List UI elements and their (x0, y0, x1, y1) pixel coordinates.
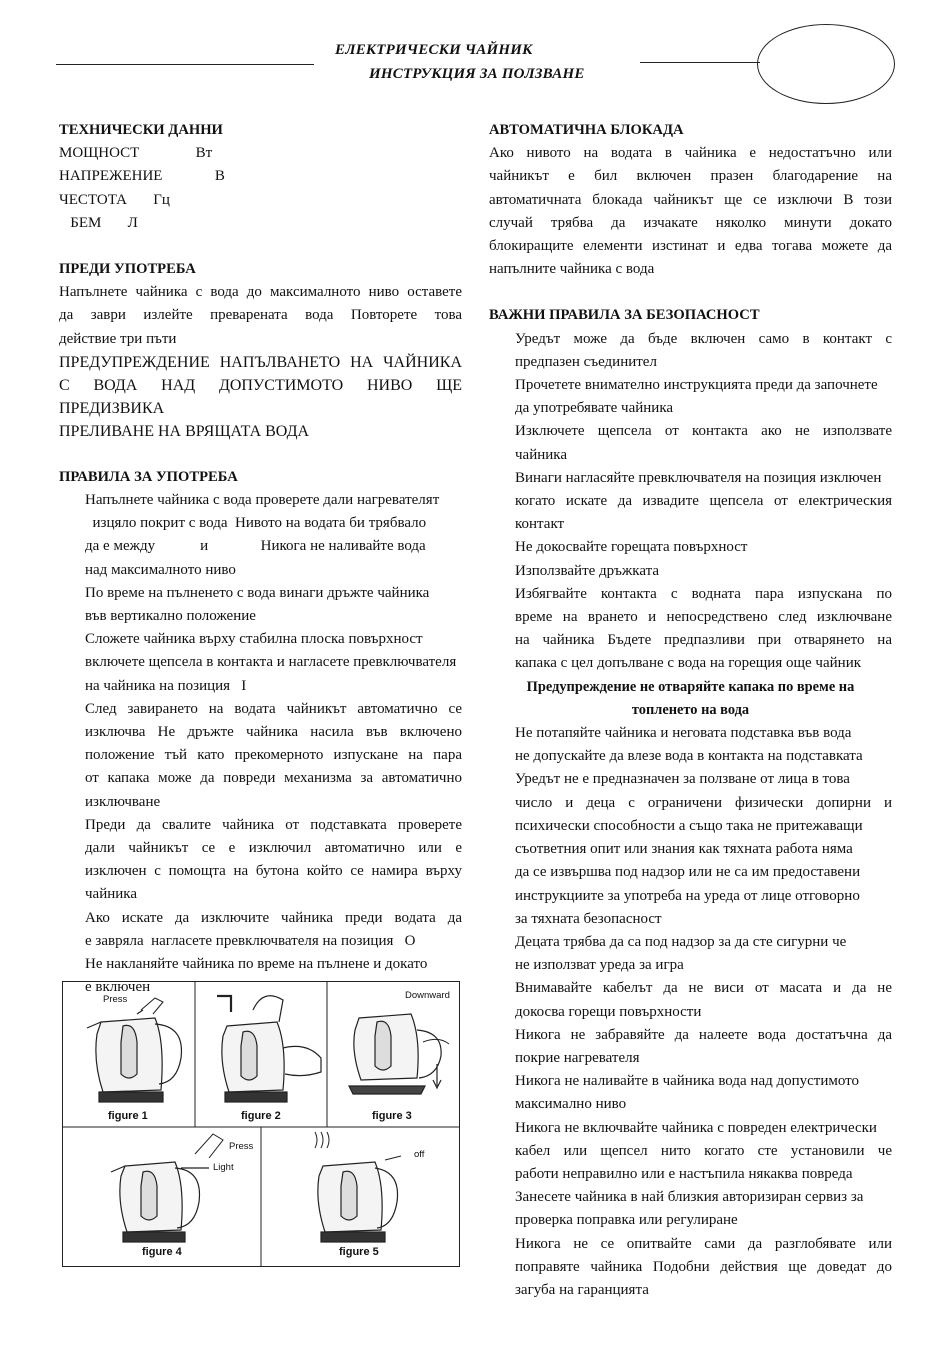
safety-line: чайника (515, 446, 568, 463)
safety-line: инструкциите за употреба на уреда от лице отговорно (515, 887, 860, 904)
before-warning: С ВОДА НАД ДОПУСТИМОТО НИВО ЩЕ ПРЕДИЗВИКА (59, 376, 462, 417)
safety-line: Внимавайте кабелът да не виси от масата и да не (515, 980, 892, 997)
safety-line: да се извършва под надзор или не са им предоставени (515, 864, 861, 881)
safety-line: не допускайте да влезе вода в контакта на подставката (515, 748, 863, 765)
document-subtitle: ИНСТРУКЦИЯ ЗА ПОЛЗВАНЕ (369, 66, 585, 82)
left-column (59, 119, 462, 1000)
kettle-figure-4 (111, 1134, 223, 1242)
document-title: ЕЛЕКТРИЧЕСКИ ЧАЙНИК (335, 42, 533, 58)
safety-line: Занесете чайника в най близкия авторизиран сервиз за (515, 1189, 864, 1206)
safety-line: загуба на гаранцията (515, 1281, 649, 1298)
rules-line: във вертикално положение (85, 608, 256, 625)
rules-line: По време на пълненето с вода винаги дръжте чайника (85, 584, 430, 601)
light-label: Light (213, 1162, 234, 1173)
rules-line: на чайника на позиция I (85, 677, 247, 694)
tech-frequency: ЧЕСТОТА Гц (59, 191, 170, 208)
safety-line: контакт (515, 516, 565, 533)
rules-line: изключване (85, 793, 161, 810)
figure-5-caption: figure 5 (339, 1246, 379, 1258)
safety-line: Използвайте дръжката (515, 562, 660, 579)
kettle-figure-3 (349, 1014, 449, 1094)
safety-line: кабел или щепсел нито когато сте установили че (515, 1142, 892, 1159)
figure-4-caption: figure 4 (142, 1246, 182, 1258)
safety-line: Уредът може да бъде включен само в контакт с (515, 330, 892, 347)
figure-1-caption: figure 1 (108, 1110, 148, 1122)
header-rule-left (56, 64, 314, 65)
safety-line: за тяхната безопасност (515, 910, 662, 927)
safety-line: максимално ниво (515, 1096, 627, 1113)
header-rule-right (640, 62, 760, 63)
rules-line: над максималното ниво (85, 561, 236, 578)
safety-line: Изключете щепсела от контакта ако не използвате (515, 423, 892, 440)
safety-line: число и деца с ограничени физически допирни и (515, 794, 892, 811)
tech-volume: БЕМ Л (59, 214, 138, 231)
autolock-line: блокиращите елементи изстинат и едва тогава можете да (489, 238, 892, 255)
rules-line: Напълнете чайника с вода проверете дали нагревателят (85, 492, 440, 509)
figures-drawing (63, 982, 459, 1266)
safety-line: Никога не наливайте в чайника вода над допустимото (515, 1073, 860, 1090)
safety-line: работи неправилно или е настъпила някаква повреда (515, 1165, 853, 1182)
before-line: Напълнете чайника с вода до максималното ниво оставете (59, 284, 462, 301)
kettle-figure-1 (87, 998, 181, 1102)
safety-line: когато искате да извадите щепсела от електрическия (515, 493, 892, 510)
safety-line: покрие нагревателя (515, 1049, 640, 1066)
safety-line: Децата трябва да са под надзор за да сте сигурни че (515, 933, 847, 950)
rules-line: е включен (85, 979, 151, 996)
safety-line: Никога не забравяйте да налеете вода достатъчна да (515, 1026, 892, 1043)
rules-line: Не накланяйте чайника по време на пълнене и докато (85, 956, 428, 973)
figure-2-caption: figure 2 (241, 1110, 281, 1122)
off-label: off (414, 1149, 425, 1160)
safety-line: Никога не включвайте чайника с повреден електрически (515, 1119, 877, 1136)
rules-line: Сложете чайника върху стабилна плоска повърхност (85, 631, 423, 648)
kettle-figure-2 (217, 996, 321, 1102)
downward-label: Downward (405, 990, 450, 1001)
figure-3-caption: figure 3 (372, 1110, 412, 1122)
before-line: да заври излейте преварената вода Повторете това (59, 307, 462, 324)
rules-line: включете щепсела в контакта и нагласете превключвателя (85, 654, 457, 671)
rules-line: дали чайникът се е изключил автоматично или е (85, 840, 462, 857)
safety-line: време на врането и непосредствено след изключване (515, 609, 892, 626)
autolock-line: случай трябва да изчакате няколко минути докато (489, 214, 892, 231)
safety-line: Никога не се опитвайте сами да разглобявате или (515, 1235, 892, 1252)
rules-line: положение тъй като прекомерното изпускане на пара (85, 747, 462, 764)
safety-warning: топленето на вода (631, 701, 750, 718)
safety-line: проверка поправка или регулиране (515, 1212, 738, 1229)
before-warning: ПРЕЛИВАНЕ НА ВРЯЩАТА ВОДА (59, 422, 310, 440)
autolock-line: напълните чайника с вода (489, 261, 655, 278)
safety-heading: ВАЖНИ ПРАВИЛА ЗА БЕЗОПАСНОСТ (489, 307, 760, 324)
safety-line: съответния опит или знания как тяхната работа няма (515, 841, 853, 858)
safety-line: Уредът не е предназначен за ползване от лица в това (515, 771, 850, 788)
rules-line: чайника (85, 886, 138, 903)
safety-line: психически способности а също така не притежаващи (515, 817, 863, 834)
safety-line: Не потапяйте чайника и неговата подставка във вода (515, 725, 852, 742)
tech-power: МОЩНОСТ Вт (59, 145, 213, 162)
rules-line: от капака може да повреди механизма за автоматично (85, 770, 462, 787)
right-column (489, 119, 892, 1302)
safety-line: поправяте чайника Подобни действия ще доведат до (515, 1258, 892, 1275)
safety-line: Не докосвайте горещата повърхност (515, 539, 748, 556)
autolock-line: чайникът е бил включен празен благодарение на (489, 168, 892, 185)
safety-line: капака с цел допълване с вода на горещия още чайник (515, 655, 862, 672)
kettle-figure-5 (315, 1132, 401, 1242)
autolock-line: Ако нивото на водата в чайника е недостатъчно или (489, 145, 892, 162)
press-label-fig1: Press (103, 994, 128, 1005)
rules-line: Ако искате да изключите чайника преди водата да (85, 909, 462, 926)
rules-line: изключва Не дръжте чайника насила във включено (85, 724, 462, 741)
before-heading: ПРЕДИ УПОТРЕБА (59, 261, 196, 278)
rules-heading: ПРАВИЛА ЗА УПОТРЕБА (59, 468, 238, 485)
rules-line: Преди да свалите чайника от подставката проверете (85, 816, 462, 833)
safety-line: Избягвайте контакта с водната пара изпускана по (515, 585, 892, 602)
tech-heading: ТЕХНИЧЕСКИ ДАННИ (59, 122, 223, 138)
rules-line: След завирането на водата чайникът автоматично се (85, 700, 462, 717)
rules-line: е завряла нагласете превключвателя на позиция О (85, 932, 416, 949)
press-label-fig4: Press (229, 1141, 254, 1152)
autolock-heading: АВТОМАТИЧНА БЛОКАДА (489, 122, 684, 138)
safety-line: Винаги нагласяйте превключвателя на позиция изключен (515, 469, 882, 486)
safety-line: предпазен съединител (515, 353, 657, 370)
figures-panel (62, 981, 460, 1267)
safety-line: докосва горещи повърхности (515, 1003, 702, 1020)
tech-voltage: НАПРЕЖЕНИЕ В (59, 168, 225, 185)
before-line: действие три пъти (59, 330, 177, 347)
safety-line: да употребявате чайника (515, 400, 674, 417)
safety-line: на чайника Бъдете предпазливи при отварянето на (515, 632, 892, 649)
rules-line: да е между и Никога не наливайте вода (85, 538, 426, 555)
before-warning: ПРЕДУПРЕЖДЕНИЕ НАПЪЛВАНЕТО НА ЧАЙНИКА (59, 353, 462, 371)
rules-line: изключен с помощта на бутона който се намира върху (85, 863, 462, 880)
safety-warning: Предупреждение не отваряйте капака по време на (526, 678, 855, 695)
logo-oval (757, 24, 895, 104)
autolock-line: автоматичната блокада чайникът ще се изключи В този (489, 191, 892, 208)
safety-line: Прочетете внимателно инструкцията преди да започнете (515, 377, 878, 394)
rules-line: изцяло покрит с вода Нивото на водата би трябвало (85, 515, 427, 532)
safety-line: не използват уреда за игра (515, 957, 684, 974)
